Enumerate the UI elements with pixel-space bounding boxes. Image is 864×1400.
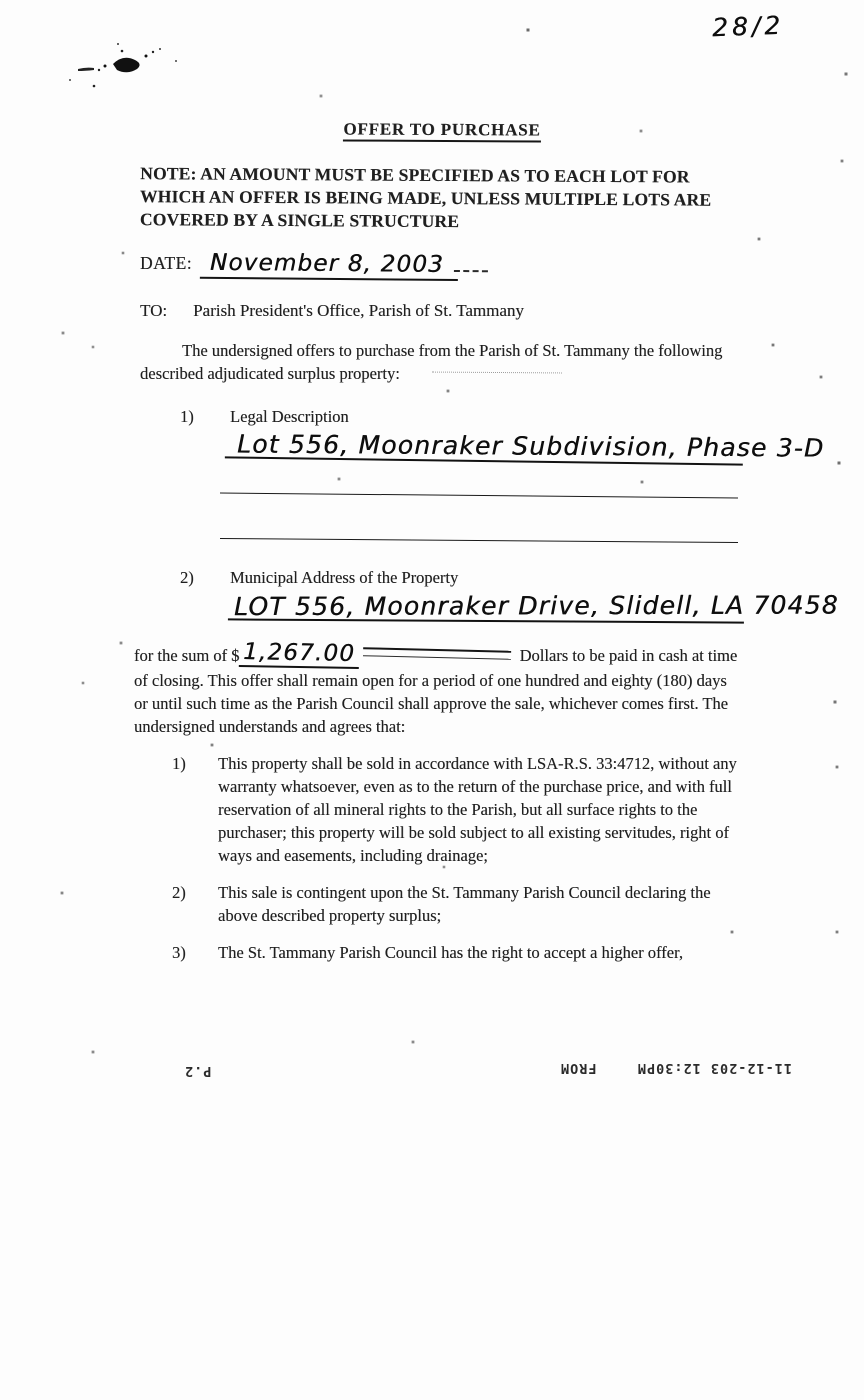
municipal-address-entry: LOT 556, Moonraker Drive, Slidell, LA 70458 (228, 592, 744, 623)
term-number: 3) (172, 943, 186, 962)
note-paragraph: NOTE: AN AMOUNT MUST BE SPECIFIED AS TO EACH LOT FOR WHICH AN OFFER IS BEING MADE, UNLESS MULTIPLE LOTS ARE COVERED BY A SINGLE STRUCTURE (139, 163, 712, 232)
legal-description-entry: Lot 556, Moonraker Subdivision, Phase 3-D (225, 430, 743, 465)
date-handwritten-entry: November 8, 2003 (200, 248, 488, 282)
to-value: Parish President's Office, Parish of St. Tammany (193, 301, 524, 320)
document-body (134, 119, 839, 964)
terms-list (140, 752, 744, 964)
fax-from-label: FROM (560, 1060, 597, 1076)
item-number: 1) (180, 407, 194, 426)
term-text: This sale is contingent upon the St. Tammany Parish Council declaring the above described property surplus; (218, 883, 711, 925)
to-row (140, 299, 744, 322)
municipal-address-heading (140, 566, 744, 589)
sum-amount-dash-line (363, 647, 511, 660)
term-item (140, 752, 744, 867)
sum-prefix: for the sum of $ (134, 646, 240, 665)
sum-suffix: Dollars to be paid in cash at time of closing. This offer shall remain open for a period of one hundred and eighty (180) days or until such time as the Parish Council shall approve the sale, whichever comes first. The undersigned understands and agrees that: (134, 646, 738, 736)
intro-paragraph: The undersigned offers to purchase from the Parish of St. Tammany the following described adjudicated surplus property: (140, 341, 723, 383)
sum-paragraph (134, 639, 744, 738)
fax-page-number-upside-down: P.2 (184, 1063, 212, 1079)
term-number: 1) (172, 754, 186, 773)
to-label: TO: (140, 301, 168, 320)
term-text: The St. Tammany Parish Council has the right to accept a higher offer, (218, 943, 683, 962)
fax-timestamp: 11-12-203 12:30PM (636, 1060, 792, 1076)
blank-form-line (220, 538, 738, 543)
date-label: DATE: (140, 253, 193, 273)
term-text: This property shall be sold in accordance with LSA-R.S. 33:4712, without any warranty whatsoever, even as to the return of the purchase price, and with full reservation of all mineral rights to the Parish, but all surface rights to the purchaser; this property will be sold subject to all existing servitudes, right of ways and easements, including drainage; (218, 754, 737, 865)
blank-form-line (220, 493, 738, 499)
fax-header-upside-down (560, 1060, 792, 1076)
scan-noise-specks (0, 0, 2, 2)
document-title: OFFER TO PURCHASE (140, 118, 744, 141)
ink-smudge (58, 36, 188, 96)
date-underline-dashes (454, 250, 488, 272)
handwritten-page-number: 28/2 (711, 10, 785, 43)
legal-description-heading (140, 405, 744, 428)
sum-amount-handwritten: 1,267.00 (239, 641, 359, 669)
item-number: 2) (180, 568, 194, 587)
term-number: 2) (172, 883, 186, 902)
item-label: Municipal Address of the Property (230, 568, 459, 587)
term-item (140, 941, 744, 964)
date-row (140, 247, 744, 283)
item-label: Legal Description (230, 407, 349, 426)
term-item (140, 881, 744, 927)
